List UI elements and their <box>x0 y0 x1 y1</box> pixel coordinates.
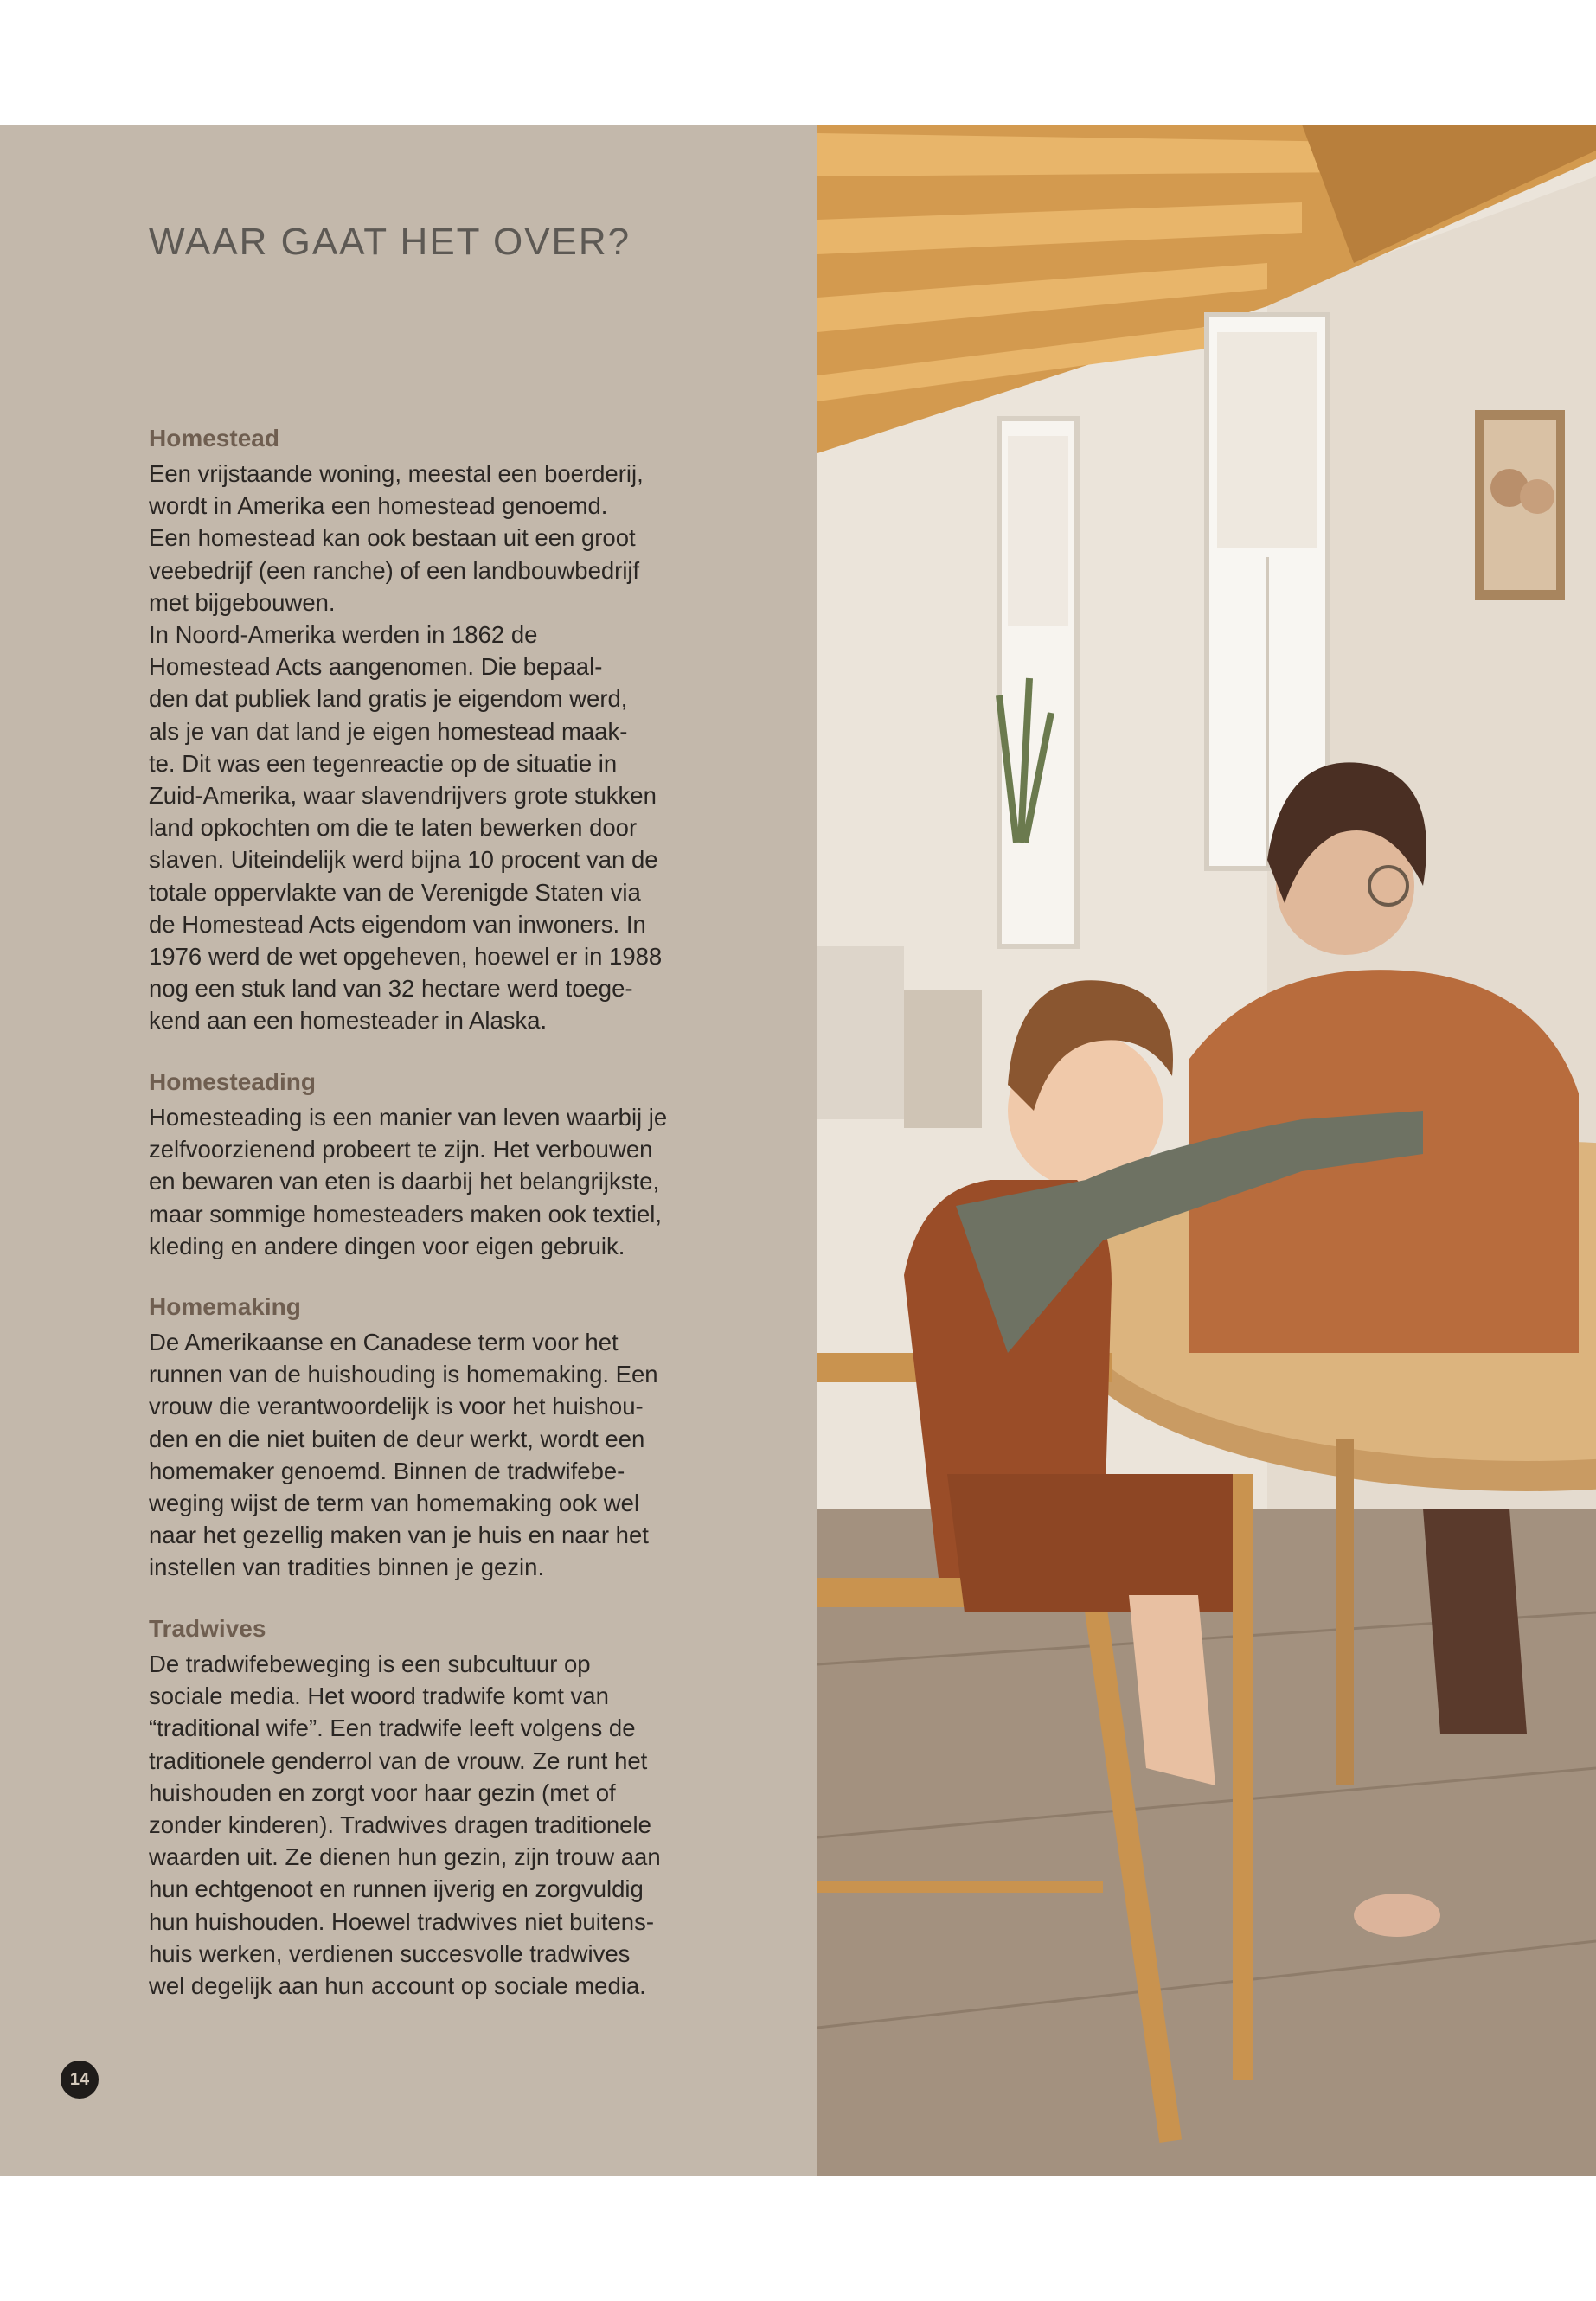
section-body: Homesteading is een manier van leven waarbij je zelfvoorzienend probeert te zijn. Het verbouwen en bewaren van eten is daarbij het belangrijkste, maar sommige homesteaders maken ook textiel, kleding en andere dingen voor eigen gebruik. <box>149 1104 668 1259</box>
section-body: De tradwifebeweging is een subcultuur op sociale media. Het woord tradwife komt van “traditional wife”. Een tradwife leeft volgens de traditionele genderrol van de vrouw. Ze runt het huishouden en zorgt voor haar gezin (met of zonder kinderen). Tradwives dragen traditionele waarden uit. Ze dienen hun gezin, zijn trouw aan hun echtgenoot en runnen ijverig en zorgvuldig hun huishouden. Hoewel tradwives niet buitens- huis werken, verdienen succesvolle tradwives wel degelijk aan hun account op sociale media. <box>149 1650 661 2000</box>
section-title: Homestead <box>149 425 279 452</box>
page-heading: WAAR GAAT HET OVER? <box>149 221 631 263</box>
section-body: Een vrijstaande woning, meestal een boerderij, wordt in Amerika een homestead genoemd. Een homestead kan ook bestaan uit een groot veebedrijf (een ranche) of een landbouwbedrijf met bijgebouwen. In Noord-Amerika werden in 1862 de Homestead Acts aangenomen. Die bepaal- den dat publiek land gratis je eigendom werd, als je van dat land je eigen homestead maak- te. Dit was een tegenreactie op de situatie in Zuid-Amerika, waar slavendrijvers grote stukken land opkochten om die te laten bewerken door slaven. Uiteindelijk werd bijna 10 procent van de totale oppervlakte van de Verenigde Staten via de Homestead Acts eigendom van inwoners. In 1976 werd de wet opgeheven, hoewel er in 1988 nog een stuk land van 32 hectare werd toege- kend aan een homesteader in Alaska. <box>149 460 663 1035</box>
page-number-badge: 14 <box>61 2061 99 2099</box>
section-title: Tradwives <box>149 1615 266 1642</box>
photo-mother-and-child-at-table <box>817 125 1596 2176</box>
section-homemaking <box>149 1291 754 1584</box>
page-bottom-margin <box>0 2176 1596 2301</box>
section-homestead <box>149 422 754 1037</box>
section-body: De Amerikaanse en Canadese term voor het runnen van de huishouding is homemaking. Een vrouw die verantwoordelijk is voor het huishou- den en die niet buiten de deur werkt, wordt een homemaker genoemd. Binnen de tradwifebe- weging wijst de term van homemaking ook wel naar het gezellig maken van je huis en naar het instellen van tradities binnen je gezin. <box>149 1329 658 1581</box>
page-top-margin <box>0 0 1596 125</box>
section-title: Homemaking <box>149 1293 301 1320</box>
section-tradwives <box>149 1612 754 2002</box>
section-homesteading <box>149 1066 754 1262</box>
section-title: Homesteading <box>149 1068 316 1095</box>
